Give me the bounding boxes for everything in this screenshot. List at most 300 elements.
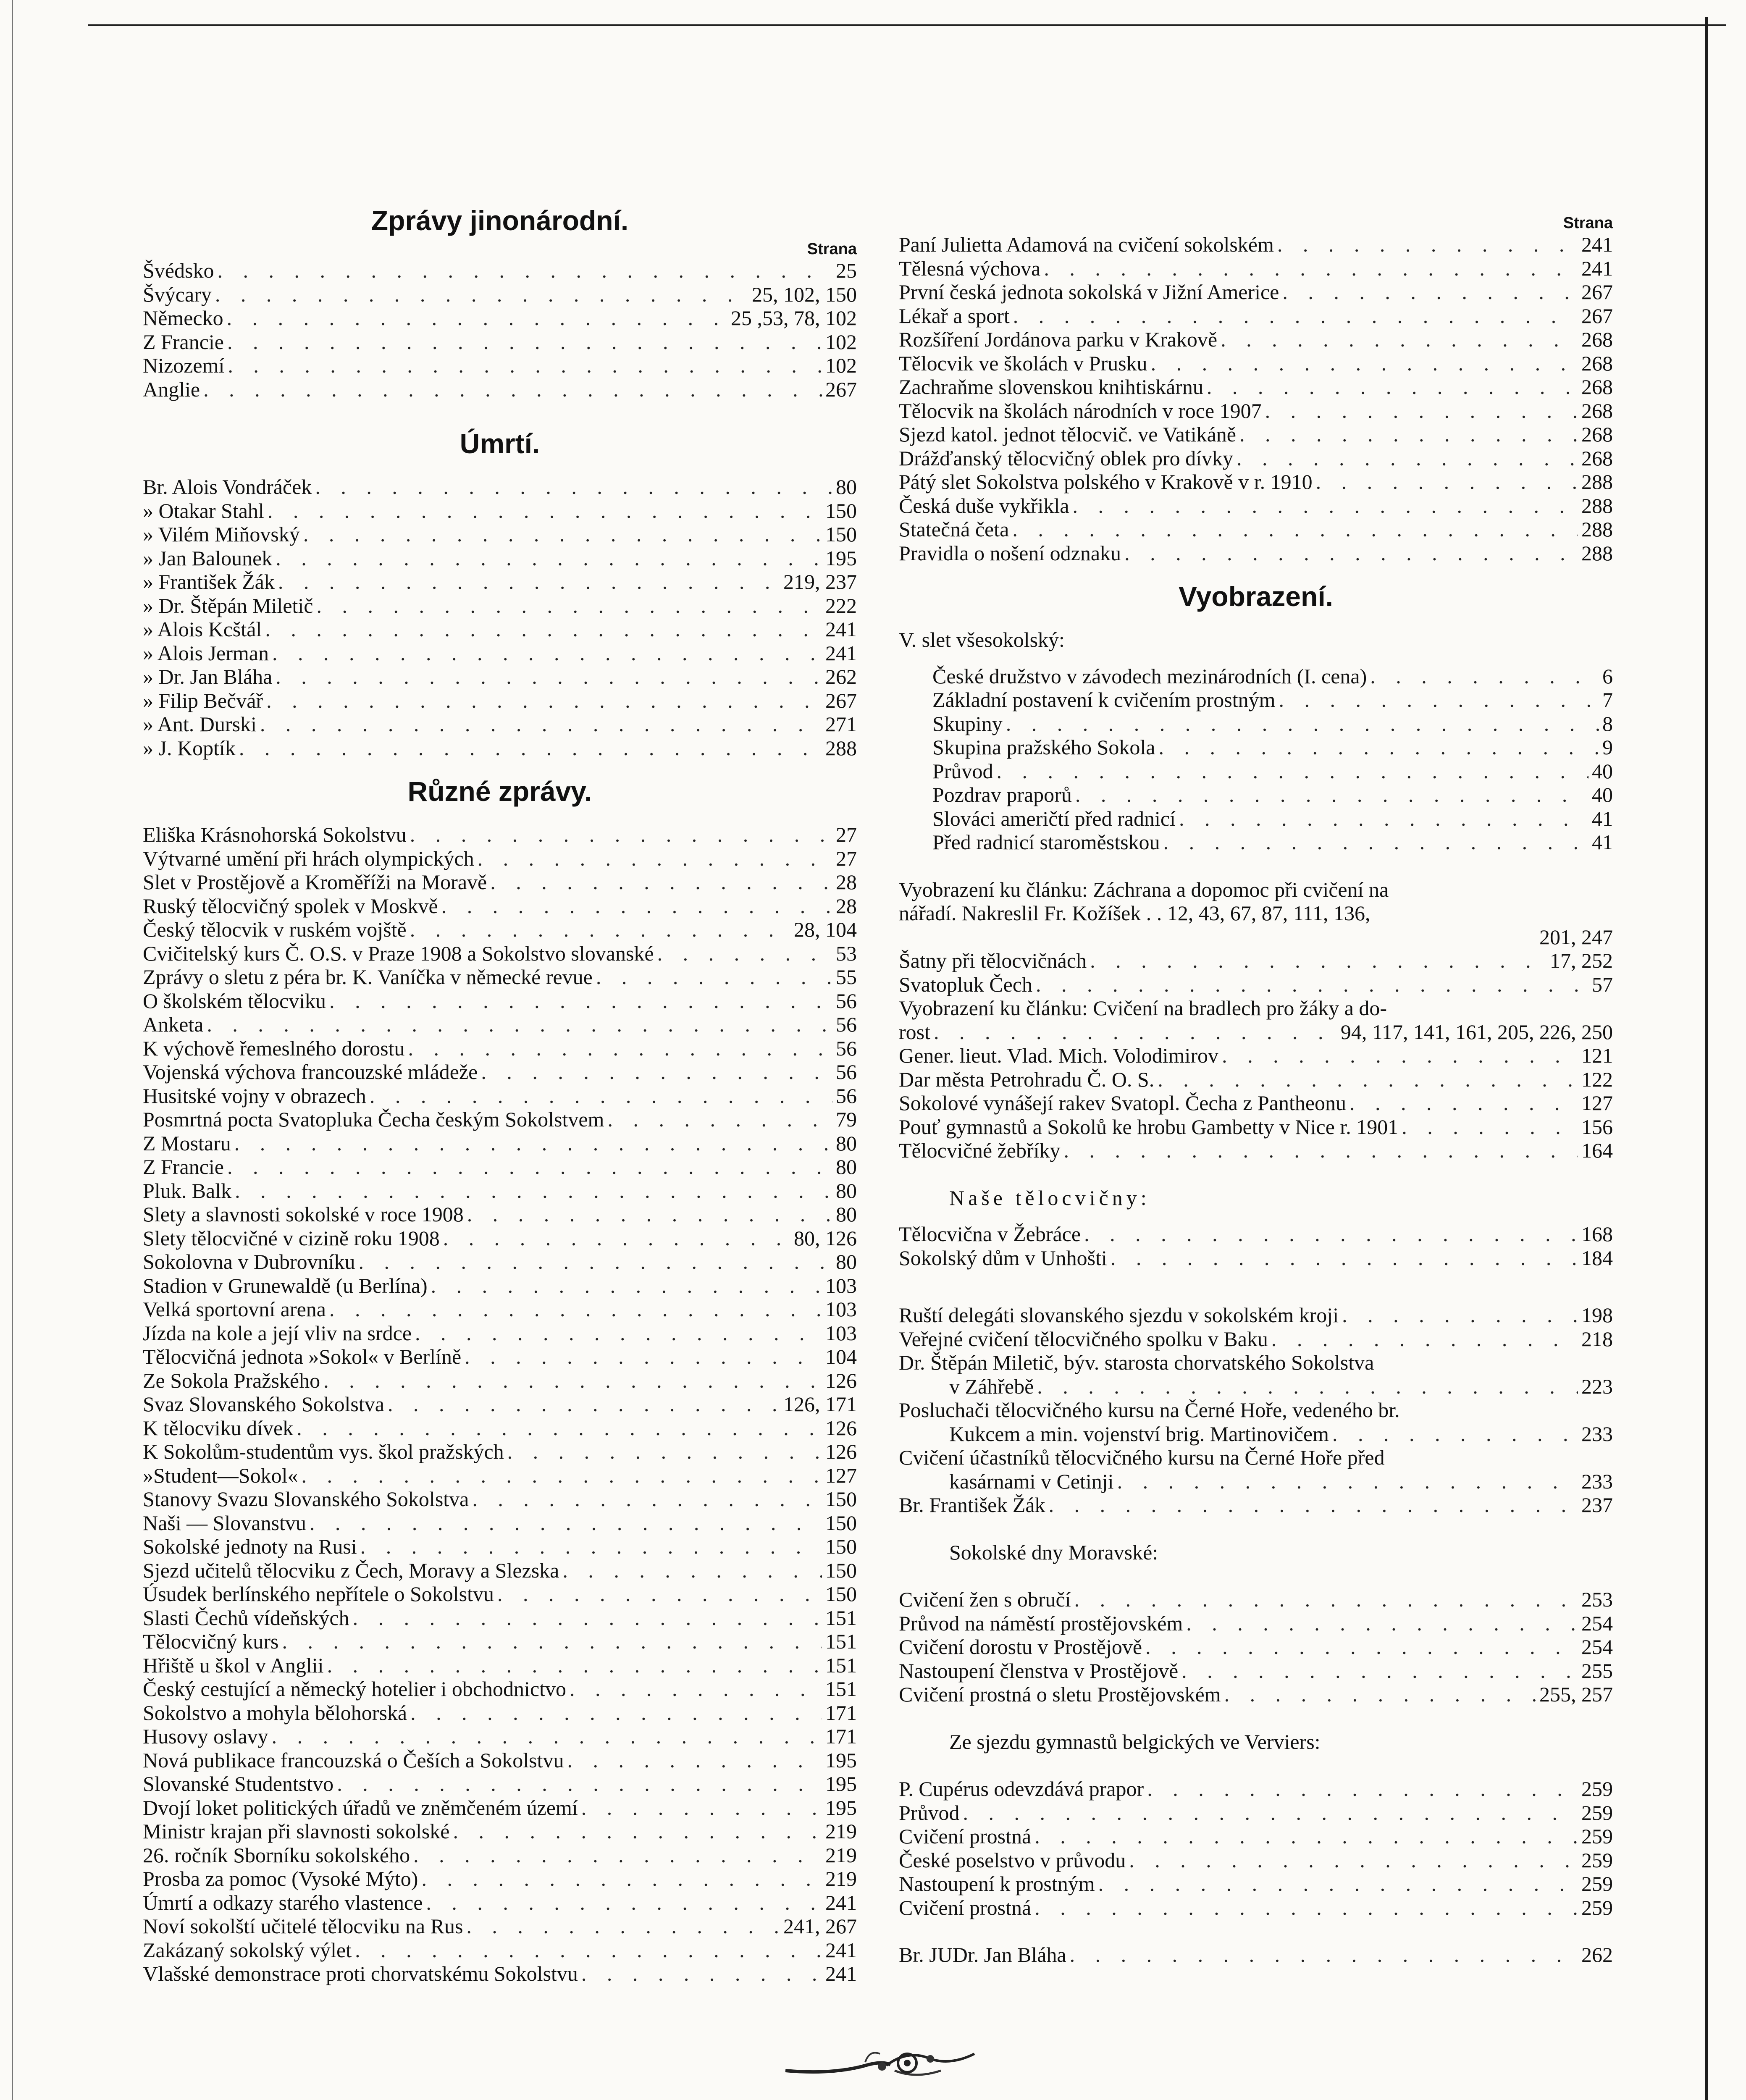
entry-page: 219, 237 xyxy=(783,570,857,593)
dot-leader xyxy=(1186,1612,1578,1635)
entry-page: 195 xyxy=(825,1748,857,1772)
miletic-line2 xyxy=(899,1375,1613,1399)
entry-title: Úmrtí a odkazy starého vlastence xyxy=(143,1890,423,1914)
dot-leader xyxy=(1111,1246,1578,1270)
entry-page: 271 xyxy=(825,712,857,736)
entry-page: 241 xyxy=(825,1890,857,1914)
list-item xyxy=(143,570,857,594)
entry-title: Německo xyxy=(143,306,223,330)
zak-row-text: Br. František Žák xyxy=(899,1493,1045,1517)
list-item xyxy=(899,304,1613,328)
dot-leader xyxy=(1350,1091,1578,1115)
entry-page: 25 xyxy=(836,259,857,282)
right-column xyxy=(899,213,1613,1967)
list-item xyxy=(143,1891,857,1915)
dot-leader xyxy=(272,1725,822,1748)
entry-page: 53 xyxy=(836,941,857,965)
entry-page: 198 xyxy=(1581,1303,1613,1327)
entry-page: 259 xyxy=(1581,1872,1613,1895)
entry-title: Dar města Petrohradu Č. O. S. xyxy=(899,1067,1155,1091)
page-edge-top xyxy=(88,24,1726,26)
dot-leader xyxy=(1237,446,1578,470)
miletic-line2-text: v Záhřebě xyxy=(949,1374,1034,1398)
entry-title: Skupiny xyxy=(932,711,1003,735)
entry-page: 259 xyxy=(1581,1777,1613,1801)
list-item xyxy=(143,1938,857,1962)
entry-page: 150 xyxy=(825,499,857,522)
entry-title: Tělocvik ve školách v Prusku xyxy=(899,351,1147,375)
strana-label-left: Strana xyxy=(807,240,857,258)
dot-leader xyxy=(329,1297,822,1321)
entry-page: 241 xyxy=(825,617,857,641)
entry-title: Výtvarné umění při hrách olympických xyxy=(143,846,474,870)
dot-leader xyxy=(227,330,822,354)
entry-title: České poselstvo v průvodu xyxy=(899,1848,1126,1872)
entry-page: 195 xyxy=(825,1772,857,1796)
dot-leader xyxy=(235,1179,832,1203)
miletic-line1: Dr. Štěpán Miletič, býv. starosta chorvatského Sokolstva xyxy=(899,1351,1374,1374)
list-item xyxy=(143,1037,857,1060)
posluchaci-line2 xyxy=(899,1422,1613,1446)
slet-label: V. slet všesokolský: xyxy=(899,628,1065,651)
list-item xyxy=(143,1155,857,1179)
dot-leader xyxy=(260,712,822,736)
dot-leader xyxy=(1151,352,1578,375)
list-item xyxy=(143,989,857,1013)
list-item xyxy=(143,1772,857,1796)
entry-page: 56 xyxy=(836,989,857,1013)
zak-row xyxy=(899,1493,1613,1517)
list-item xyxy=(899,688,1613,712)
dot-leader xyxy=(1207,375,1578,399)
miletic-line2-pages: 223 xyxy=(1581,1374,1613,1398)
entry-page: 218 xyxy=(1581,1327,1613,1351)
list-item xyxy=(899,1659,1613,1683)
entry-title: 26. ročník Sborníku sokolského xyxy=(143,1843,410,1867)
list-item xyxy=(143,330,857,354)
entry-page: 259 xyxy=(1581,1848,1613,1872)
entry-title: Gener. lieut. Vlad. Mich. Volodimirov xyxy=(899,1044,1219,1067)
entry-title: Nová publikace francouzská o Češích a Sokolstvu xyxy=(143,1748,564,1772)
dot-leader xyxy=(1049,1493,1578,1517)
entry-title: P. Cupérus odevzdává prapor xyxy=(899,1777,1144,1801)
list-item xyxy=(899,446,1613,470)
entry-title: » Dr. Štěpán Miletič xyxy=(143,593,313,617)
entry-title: Průvod xyxy=(932,759,993,783)
list-item xyxy=(143,354,857,378)
entry-page: 56 xyxy=(836,1013,857,1036)
list-item xyxy=(899,1635,1613,1659)
list-item xyxy=(899,541,1613,565)
blaha-row-pages: 262 xyxy=(1581,1943,1613,1966)
list-item xyxy=(143,306,857,330)
misc-list xyxy=(899,1303,1613,1351)
list-item xyxy=(143,617,857,641)
entry-page: 103 xyxy=(825,1321,857,1345)
entry-page: 288 xyxy=(1581,541,1613,565)
entry-page: 127 xyxy=(825,1463,857,1487)
entry-page: 241 xyxy=(1581,233,1613,256)
entry-title: » J. Koptík xyxy=(143,736,236,760)
list-item xyxy=(899,973,1613,997)
dot-leader xyxy=(441,894,832,918)
dot-leader xyxy=(272,641,822,665)
dot-leader xyxy=(1070,1943,1578,1967)
entry-page: 28 xyxy=(836,870,857,894)
list-item xyxy=(899,1848,1613,1872)
list-item xyxy=(899,233,1613,257)
list-item xyxy=(899,1139,1613,1163)
entry-title: » Jan Balounek xyxy=(143,546,273,570)
entry-title: Br. Alois Vondráček xyxy=(143,475,312,499)
list-item xyxy=(143,1819,857,1843)
dot-leader xyxy=(276,665,822,689)
entry-page: 151 xyxy=(825,1630,857,1653)
entry-title: Skupina pražského Sokola xyxy=(932,735,1155,759)
entry-title: Zakázaný sokolský výlet xyxy=(143,1938,352,1962)
dot-leader xyxy=(1117,1470,1578,1494)
dot-leader xyxy=(1084,1222,1578,1246)
entry-page: 241 xyxy=(825,641,857,665)
entry-title: Cvičení žen s obručí xyxy=(899,1588,1071,1611)
dot-leader xyxy=(1037,1375,1578,1399)
list-item xyxy=(143,1559,857,1583)
list-item xyxy=(899,1091,1613,1115)
entry-title: Z Mostaru xyxy=(143,1131,231,1155)
umrti-list xyxy=(143,475,857,760)
floral-ornament-icon xyxy=(781,2041,983,2087)
posluchaci-line2-text: Kukcem a min. vojenství brig. Martinovičem xyxy=(949,1422,1329,1446)
entry-title: Průvod xyxy=(899,1801,960,1824)
entry-title: Úsudek berlínského nepřítele o Sokolstvu xyxy=(143,1582,494,1606)
list-item xyxy=(143,1274,857,1298)
entry-title: » Alois Kcštál xyxy=(143,617,262,641)
dot-leader xyxy=(1277,233,1578,257)
list-item xyxy=(143,546,857,570)
cviceni-line1: Cvičení účastníků tělocvičného kursu na Černé Hoře před xyxy=(899,1446,1385,1469)
dot-leader xyxy=(370,1084,832,1108)
list-item xyxy=(899,759,1613,783)
entry-page: 122 xyxy=(1581,1067,1613,1091)
entry-title: České družstvo v závodech mezinárodních (I. cena) xyxy=(932,664,1367,688)
dot-leader xyxy=(1013,304,1578,328)
telocvicny-label: Naše tělocvičny: xyxy=(949,1186,1150,1210)
entry-page: 259 xyxy=(1581,1824,1613,1848)
entry-title: Slety a slavnosti sokolské v roce 1908 xyxy=(143,1202,464,1226)
entry-page: 7 xyxy=(1602,688,1613,711)
list-item xyxy=(143,1369,857,1393)
entry-title: Statečná četa xyxy=(899,517,1009,541)
dot-leader xyxy=(323,1369,822,1393)
dot-leader xyxy=(1124,541,1578,565)
list-item xyxy=(143,1392,857,1416)
blaha-row xyxy=(899,1943,1613,1967)
entry-title: Svaz Slovanského Sokolstva xyxy=(143,1392,384,1416)
entry-title: Pluk. Balk xyxy=(143,1179,232,1202)
entry-title: Šatny při tělocvičnách xyxy=(899,949,1087,972)
list-item xyxy=(899,1683,1613,1706)
entry-title: Základní postavení k cvičením prostným xyxy=(932,688,1276,711)
list-item xyxy=(899,399,1613,423)
belg-list xyxy=(899,1777,1613,1919)
entry-title: Cvičení prostná o sletu Prostějovském xyxy=(899,1683,1221,1706)
list-item xyxy=(899,1068,1613,1092)
clanek1-line1: Vyobrazení ku článku: Záchrana a dopomoc při cvičení na xyxy=(899,877,1389,901)
dot-leader xyxy=(265,617,822,641)
dot-leader xyxy=(426,1891,822,1915)
section-title-umrti: Úmrtí. xyxy=(459,428,540,459)
list-item xyxy=(899,470,1613,494)
list-item xyxy=(143,1250,857,1274)
list-item xyxy=(143,1606,857,1630)
dot-leader xyxy=(1098,1872,1578,1896)
dot-leader xyxy=(934,1020,1337,1044)
dot-leader xyxy=(453,1819,822,1843)
right-top-list xyxy=(899,233,1613,565)
entry-page: 219 xyxy=(825,1843,857,1867)
entry-page: 126 xyxy=(825,1440,857,1463)
entry-page: 104 xyxy=(825,1345,857,1368)
list-item xyxy=(899,735,1613,759)
list-item xyxy=(143,1962,857,1986)
list-item xyxy=(899,1303,1613,1327)
list-item xyxy=(143,1179,857,1203)
entry-page: 151 xyxy=(825,1653,857,1677)
zpravy-list xyxy=(143,259,857,401)
list-item xyxy=(143,1914,857,1938)
list-item xyxy=(899,830,1613,854)
list-item xyxy=(143,1843,857,1867)
list-item xyxy=(899,712,1613,736)
entry-title: Velká sportovní arena xyxy=(143,1297,326,1321)
dot-leader xyxy=(490,870,832,894)
list-item xyxy=(143,1416,857,1440)
list-item xyxy=(899,494,1613,518)
entry-title: Lékař a sport xyxy=(899,304,1010,328)
clanek1-line3: 201, 247 xyxy=(1539,925,1613,949)
entry-page: 222 xyxy=(825,593,857,617)
entry-page: 80 xyxy=(836,1179,857,1202)
dot-leader xyxy=(410,1701,822,1725)
entry-page: 288 xyxy=(825,736,857,760)
entry-title: »Student—Sokol« xyxy=(143,1463,298,1487)
entry-title: Dvojí loket politických úřadů ve zněmčeném území xyxy=(143,1796,578,1819)
list-item xyxy=(143,1796,857,1820)
ruzne-list xyxy=(143,823,857,1986)
list-item xyxy=(143,1297,857,1321)
entry-page: 126 xyxy=(825,1416,857,1440)
list-item xyxy=(143,259,857,283)
dot-leader xyxy=(337,1772,822,1796)
list-item xyxy=(143,1345,857,1369)
entry-title: Veřejné cvičení tělocvičného spolku v Baku xyxy=(899,1327,1268,1351)
dot-leader xyxy=(507,1440,822,1464)
entry-page: 56 xyxy=(836,1060,857,1084)
section-title-zpravy: Zprávy jinonárodní. xyxy=(371,205,629,236)
dot-leader xyxy=(327,1654,822,1677)
list-item xyxy=(143,499,857,523)
dot-leader xyxy=(421,1867,822,1891)
dot-leader xyxy=(1064,1139,1578,1163)
entry-title: K tělocviku dívek xyxy=(143,1416,294,1440)
list-item xyxy=(899,517,1613,541)
entry-title: Ministr krajan při slavnosti sokolské xyxy=(143,1819,450,1843)
entry-title: Sokolstvo a mohyla bělohorská xyxy=(143,1701,407,1725)
dot-leader xyxy=(317,594,822,618)
dot-leader xyxy=(963,1801,1578,1825)
dot-leader xyxy=(1179,807,1588,831)
dot-leader xyxy=(1182,1659,1578,1683)
entry-page: 288 xyxy=(1581,517,1613,541)
entry-title: Nastoupení k prostným xyxy=(899,1872,1095,1895)
list-item xyxy=(143,1867,857,1891)
list-item xyxy=(899,1612,1613,1635)
dot-leader xyxy=(1224,1683,1536,1706)
entry-title: Česká duše vykřikla xyxy=(899,494,1069,517)
list-item xyxy=(899,1044,1613,1068)
entry-page: 268 xyxy=(1581,375,1613,399)
entry-title: » Alois Jerman xyxy=(143,641,269,665)
list-item xyxy=(899,280,1613,304)
dot-leader xyxy=(227,1155,832,1179)
list-item xyxy=(143,712,857,736)
after-list xyxy=(899,1044,1613,1163)
list-item xyxy=(899,1588,1613,1612)
entry-page: 268 xyxy=(1581,351,1613,375)
dot-leader xyxy=(217,259,832,283)
dot-leader xyxy=(276,546,822,570)
entry-title: Z Francie xyxy=(143,1155,224,1179)
clanek2-line2-text: rost xyxy=(899,1020,930,1044)
entry-page: 79 xyxy=(836,1108,857,1131)
list-item xyxy=(143,1535,857,1559)
list-item xyxy=(899,1222,1613,1246)
dot-leader xyxy=(1158,1068,1578,1092)
entry-page: 80 xyxy=(836,1202,857,1226)
entry-page: 28, 104 xyxy=(794,918,857,941)
cviceni-line2-pages: 233 xyxy=(1581,1469,1613,1493)
dot-leader xyxy=(570,1677,822,1701)
entry-page: 267 xyxy=(1581,280,1613,304)
entry-title: Pravidla o nošení odznaku xyxy=(899,541,1121,565)
entry-page: 150 xyxy=(825,1582,857,1606)
dot-leader xyxy=(359,1250,832,1274)
page-edge-right xyxy=(1705,17,1708,2100)
list-item xyxy=(143,475,857,499)
entry-title: Jízda na kole a její vliv na srdce xyxy=(143,1321,412,1345)
clanek2-line2-pages: 94, 117, 141, 161, 205, 226, 250 xyxy=(1340,1020,1613,1044)
entry-title: Husitské vojny v obrazech xyxy=(143,1084,366,1108)
dot-leader xyxy=(315,475,832,499)
entry-page: 127 xyxy=(1581,1091,1613,1115)
entry-page: 28 xyxy=(836,894,857,918)
dot-leader xyxy=(413,1843,822,1867)
entry-title: Sokolové vynášejí rakev Svatopl. Čecha z Pantheonu xyxy=(899,1091,1347,1115)
dot-leader xyxy=(1402,1115,1578,1139)
entry-title: Nastoupení členstva v Prostějově xyxy=(899,1659,1179,1683)
list-item xyxy=(143,847,857,871)
list-item xyxy=(143,1725,857,1748)
list-item xyxy=(143,594,857,618)
strana-label-right: Strana xyxy=(1563,214,1613,232)
entry-title: Cvičení dorostu v Prostějově xyxy=(899,1635,1142,1659)
entry-title: Slet v Prostějově a Kroměříži na Moravě xyxy=(143,870,487,894)
dot-leader xyxy=(431,1274,822,1298)
entry-title: Sjezd učitelů tělocviku z Čech, Moravy a Slezska xyxy=(143,1558,559,1582)
dot-leader xyxy=(310,1511,822,1535)
dot-leader xyxy=(1034,1824,1578,1848)
dot-leader xyxy=(1163,830,1588,854)
dot-leader xyxy=(1036,973,1588,997)
list-item xyxy=(899,1824,1613,1848)
entry-page: 80, 126 xyxy=(794,1226,857,1250)
entry-title: Tělocvična v Žebrácе xyxy=(899,1222,1081,1246)
dot-leader xyxy=(567,1748,822,1772)
dot-leader xyxy=(1222,1044,1578,1068)
clanek2-line2 xyxy=(899,1020,1613,1044)
list-item xyxy=(899,1327,1613,1351)
list-item xyxy=(143,378,857,402)
entry-title: Stanovy Svazu Slovanského Sokolstva xyxy=(143,1487,469,1511)
entry-page: 262 xyxy=(825,665,857,688)
dot-leader xyxy=(607,1108,832,1131)
entry-page: 255, 257 xyxy=(1539,1683,1613,1706)
entry-page: 126, 171 xyxy=(783,1392,857,1416)
entry-title: Slováci američtí před radnicí xyxy=(932,806,1176,830)
entry-title: Noví sokolští učitelé tělocviku na Rus xyxy=(143,1914,463,1938)
list-item xyxy=(899,1896,1613,1920)
posluchaci-line2-pages: 233 xyxy=(1581,1422,1613,1446)
dot-leader xyxy=(215,283,748,307)
entry-title: Slasti Čechů vídeňských xyxy=(143,1606,349,1630)
entry-title: Sokolský dům v Unhošti xyxy=(899,1246,1107,1270)
dot-leader xyxy=(408,1037,832,1060)
entry-page: 41 xyxy=(1592,806,1613,830)
entry-page: 253 xyxy=(1581,1588,1613,1611)
dot-leader xyxy=(466,1914,780,1938)
entry-title: » František Žák xyxy=(143,570,275,593)
section-title-vyobrazeni: Vyobrazení. xyxy=(1179,581,1333,612)
list-item xyxy=(143,1630,857,1654)
dot-leader xyxy=(360,1535,822,1559)
entry-title: Cvičení prostná xyxy=(899,1895,1032,1919)
entry-page: 150 xyxy=(825,522,857,546)
list-item xyxy=(143,736,857,760)
entry-page: 171 xyxy=(825,1725,857,1748)
entry-title: Eliška Krásnohorská Sokolstvu xyxy=(143,823,407,846)
entry-page: 121 xyxy=(1581,1044,1613,1067)
list-item xyxy=(143,823,857,847)
dot-leader xyxy=(353,1606,822,1630)
entry-page: 195 xyxy=(825,1796,857,1819)
zak-row-pages: 237 xyxy=(1581,1493,1613,1517)
entry-page: 195 xyxy=(825,546,857,570)
entry-title: Zachraňme slovenskou knihtiskárnu xyxy=(899,375,1203,399)
dot-leader xyxy=(203,378,822,402)
entry-title: K Sokolům-studentům vys. škol pražských xyxy=(143,1440,504,1463)
morav-list xyxy=(899,1588,1613,1706)
list-item xyxy=(143,918,857,942)
entry-page: 254 xyxy=(1581,1635,1613,1659)
list-item xyxy=(143,1321,857,1345)
entry-page: 267 xyxy=(825,377,857,401)
list-item xyxy=(143,1748,857,1772)
slet-list xyxy=(899,664,1613,854)
entry-page: 268 xyxy=(1581,446,1613,470)
entry-page: 57 xyxy=(1592,972,1613,996)
dot-leader xyxy=(228,354,822,378)
dot-leader xyxy=(481,1060,832,1084)
